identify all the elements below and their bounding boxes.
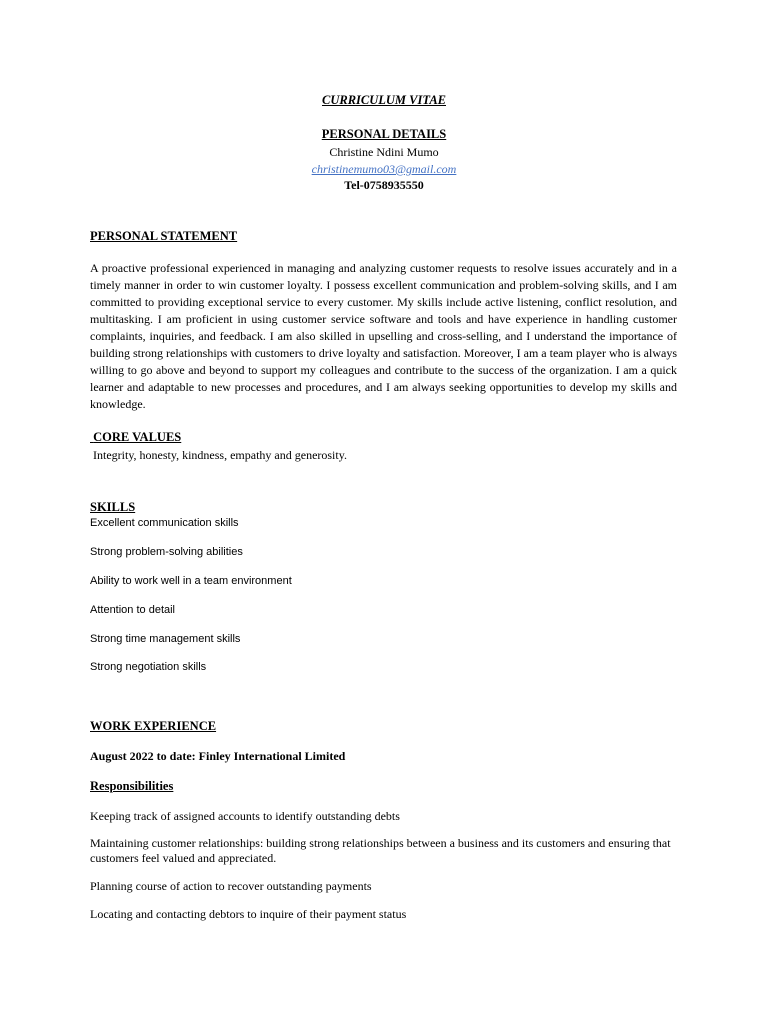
personal-statement-heading: PERSONAL STATEMENT (90, 229, 238, 243)
personal-statement-text: A proactive professional experienced in managing and analyzing customer requests to resolve issues accurately and in a timely manner in order to win customer loyalty. I possess excellent communication and problem-solving skills, and I am committed to providing exceptional service to every customer. My skills include active listening, conflict resolution, and multitasking. I am proficient in using customer service software and tools and have experience in handling customer complaints, inquiries, and feedback. I am also skilled in upselling and cross-selling, and I understand the importance of building strong relationships with customers to drive loyalty and satisfaction. Moreover, I am a team player who is always willing to go above and beyond to support my colleagues and contribute to the success of the organization. I am a quick learner and adaptable to new processes and procedures, and I am always seeking opportunities to develop my skills and knowledge. (90, 261, 677, 411)
core-values-heading: CORE VALUES (93, 430, 182, 444)
work-experience-heading: WORK EXPERIENCE (90, 719, 217, 733)
responsibility-item: Planning course of action to recover outstanding payments (90, 879, 372, 893)
skill-item: Attention to detail (90, 604, 176, 616)
skill-item: Strong time management skills (90, 633, 241, 645)
responsibility-item: Locating and contacting debtors to inquire of their payment status (90, 907, 407, 921)
job-title: August 2022 to date: Finley International Limited (90, 749, 346, 763)
skill-item: Ability to work well in a team environment (90, 575, 292, 587)
personal-details-heading: PERSONAL DETAILS (321, 127, 447, 141)
phone-number: Tel-0758935550 (344, 178, 424, 192)
email-link[interactable]: christinemumo03@gmail.com (311, 162, 457, 176)
document-title: CURRICULUM VITAE (322, 93, 446, 107)
skill-item: Strong problem-solving abilities (90, 546, 243, 558)
responsibility-item: Maintaining customer relationships: building strong relationships between a business and its customers and ensuring that customers feel valued and appreciated. (90, 836, 671, 865)
responsibilities-heading: Responsibilities (90, 779, 174, 793)
skills-heading: SKILLS (90, 500, 136, 514)
skill-item: Strong negotiation skills (90, 661, 207, 673)
skill-item: Excellent communication skills (90, 517, 239, 529)
responsibility-item: Keeping track of assigned accounts to identify outstanding debts (90, 809, 400, 823)
core-values-text: Integrity, honesty, kindness, empathy and generosity. (93, 448, 347, 462)
full-name: Christine Ndini Mumo (329, 145, 439, 159)
